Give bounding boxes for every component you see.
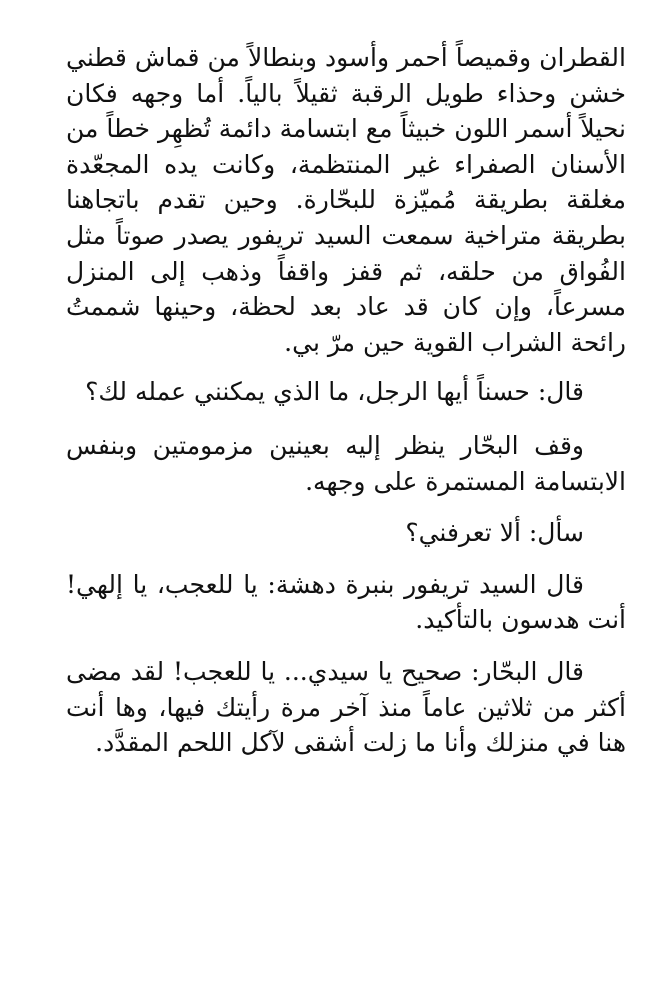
paragraph-sailor-reply: قال البحّار: صحيح يا سيدي... يا للعجب! لقد مضى أكثر من ثلاثين عاماً منذ آخر مرة رأيتك فيها، وها أنت هنا في منزلك وأنا ما زلت أشقى لآكل اللحم المقدَّد. — [66, 656, 626, 758]
paragraph-trevor-question: قال: حسناً أيها الرجل، ما الذي يمكنني عمله لك؟ — [85, 377, 584, 407]
paragraph-narration-sailor-description: القطران وقميصاً أحمر وأسود وبنطالاً من قماش قطني خشن وحذاء طويل الرقبة ثقيلاً بالياً. أما وجهه فكان نحيلاً أسمر اللون خبيثاً مع ابتسامة دائمة تُظهِر خطاً من الأسنان الصفراء غير المنتظمة، وكانت يده المجعّدة مغلقة بطريقة مُميّزة للبحّارة. وحين تقدم باتجاهنا بطريقة متراخية سمعت السيد تريفور يصدر صوتاً مثل الفُواق من حلقه، ثم قفز واقفاً وذهب إلى المنزل مسرعاً، وإن كان قد عاد بعد لحظة، وحينها شممتُ رائحة الشراب القوية حين مرّ بي. — [66, 43, 626, 357]
paragraph-trevor-recognizes: قال السيد تريفور بنبرة دهشة: يا للعجب، يا إلهي! أنت هدسون بالتأكيد. — [66, 569, 626, 635]
document-page — [66, 40, 626, 761]
paragraph-sailor-stares: وقف البحّار ينظر إليه بعينين مزمومتين وبنفس الابتسامة المستمرة على وجهه. — [66, 430, 626, 496]
paragraph-sailor-asks: سأل: ألا تعرفني؟ — [405, 518, 584, 548]
